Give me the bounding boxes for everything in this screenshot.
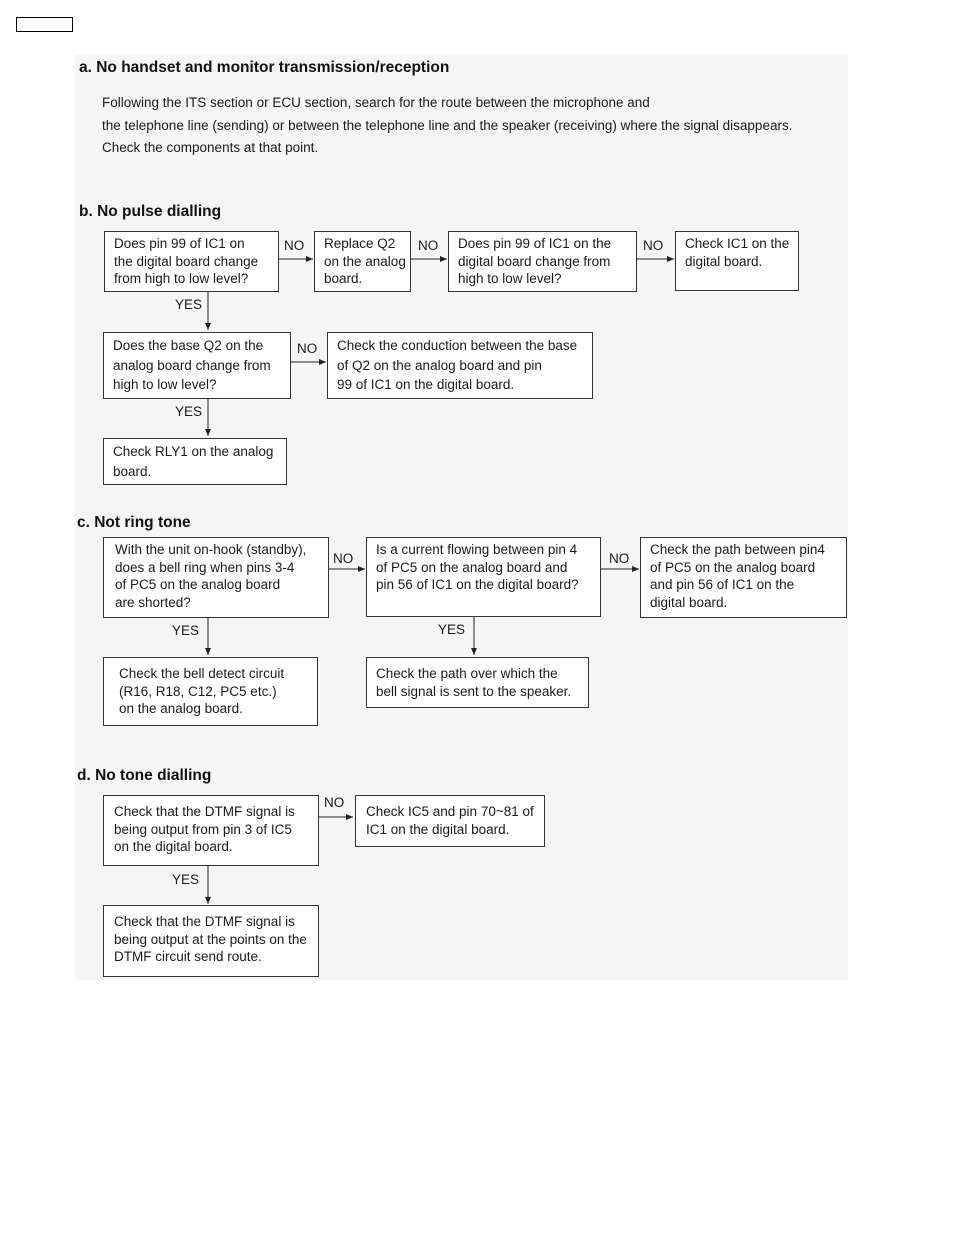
box-line: Check the path over which the	[376, 666, 558, 681]
box-line: DTMF circuit send route.	[114, 949, 262, 964]
box-line: Replace Q2	[324, 236, 396, 251]
flow-box-c3	[640, 537, 847, 618]
box-line: Check the conduction between the base	[337, 338, 578, 353]
box-line: the digital board change	[114, 253, 259, 269]
box-line: IC1 on the digital board.	[366, 821, 510, 837]
box-line: of PC5 on the analog board	[650, 559, 816, 575]
box-line: Check the path between pin4	[650, 542, 825, 557]
no-label: NO	[418, 238, 439, 253]
no-label: NO	[324, 795, 345, 810]
section-b-heading: b. No pulse dialling	[79, 203, 222, 220]
box-line: Check IC1 on the	[685, 236, 790, 251]
box-line: digital board.	[685, 253, 763, 269]
box-line: Is a current flowing between pin 4	[376, 542, 578, 557]
no-label: NO	[284, 238, 305, 253]
section-a-heading: a. No handset and monitor transmission/reception	[79, 59, 450, 76]
yes-label: YES	[172, 872, 200, 887]
flow-box-c5	[366, 657, 589, 708]
box-line: from high to low level?	[114, 271, 249, 286]
box-line: Does pin 99 of IC1 on the	[458, 236, 612, 251]
box-line: being output from pin 3 of IC5	[114, 821, 292, 837]
box-line: Does pin 99 of IC1 on	[114, 236, 245, 251]
yes-label: YES	[175, 297, 203, 312]
flow-box-b7	[103, 438, 287, 485]
box-line: and pin 56 of IC1 on the	[650, 577, 795, 592]
flow-box-c1	[103, 537, 329, 618]
yes-label: YES	[175, 404, 203, 419]
box-line: does a bell ring when pins 3-4	[115, 559, 295, 575]
box-line: high to low level?	[113, 377, 217, 392]
box-line: digital board change from	[458, 253, 611, 269]
yes-label: YES	[438, 622, 466, 637]
no-label: NO	[297, 341, 318, 356]
box-line: analog board change from	[113, 357, 271, 373]
box-line: board.	[324, 271, 363, 286]
no-label: NO	[333, 551, 354, 566]
box-line: on the digital board.	[114, 839, 233, 854]
box-line: Check the bell detect circuit	[119, 666, 285, 681]
box-line: of PC5 on the analog board and	[376, 559, 568, 575]
section-d-heading: d. No tone dialling	[77, 767, 212, 784]
box-line: Check that the DTMF signal is	[114, 914, 295, 929]
box-line: Check IC5 and pin 70~81 of	[366, 804, 534, 819]
section-c-heading: c. Not ring tone	[77, 514, 191, 531]
box-line: of PC5 on the analog board	[115, 577, 281, 592]
flow-box-b6	[327, 332, 593, 399]
flow-box-d2	[355, 795, 545, 847]
flow-box-b1	[104, 231, 279, 292]
box-line: on the analog	[324, 253, 406, 269]
flow-box-b5	[103, 332, 291, 399]
box-line: high to low level?	[458, 271, 562, 286]
box-line: of Q2 on the analog board and pin	[337, 357, 542, 373]
flow-box-b3	[448, 231, 637, 292]
box-line: board.	[113, 463, 152, 479]
flow-box-d3	[103, 905, 319, 977]
box-line: Check RLY1 on the analog	[113, 444, 274, 459]
section-a-line: the telephone line (sending) or between the telephone line and the speaker (receiving) where the signal disappears.	[102, 117, 793, 133]
no-label: NO	[609, 551, 630, 566]
box-line: 99 of IC1 on the digital board.	[337, 377, 515, 392]
box-line: pin 56 of IC1 on the digital board?	[376, 577, 579, 592]
box-line: are shorted?	[115, 594, 191, 610]
box-line: digital board.	[650, 594, 728, 610]
flow-box-b4	[675, 231, 799, 291]
section-a-line: Check the components at that point.	[102, 140, 319, 155]
flow-box-d1	[103, 795, 319, 866]
box-line: With the unit on-hook (standby),	[115, 542, 307, 557]
section-a-text	[102, 92, 792, 160]
box-line: Does the base Q2 on the	[113, 338, 264, 353]
flow-box-c2	[366, 537, 601, 617]
no-label: NO	[643, 238, 664, 253]
box-line: bell signal is sent to the speaker.	[376, 683, 572, 699]
box-line: on the analog board.	[119, 701, 243, 716]
flow-box-c4	[103, 657, 318, 726]
box-line: Check that the DTMF signal is	[114, 804, 295, 819]
flow-box-b2	[314, 231, 411, 292]
section-a-line: Following the ITS section or ECU section, search for the route between the microphone and	[102, 95, 650, 110]
box-line: being output at the points on the	[114, 931, 307, 947]
box-line: (R16, R18, C12, PC5 etc.)	[119, 683, 277, 699]
yes-label: YES	[172, 623, 200, 638]
